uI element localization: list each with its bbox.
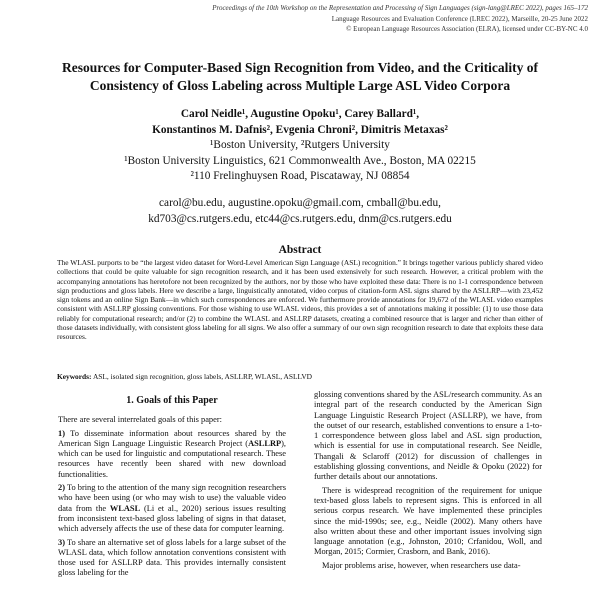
header-conference: Language Resources and Evaluation Conference (LREC 2022), Marseille, 20-25 June 2022 xyxy=(331,14,588,23)
abstract-text: The WLASL purports to be “the largest video dataset for Word-Level American Sign Language (ASL) recognition.” It brings together various publicly shared video collections that could be quite valuable for sign recognition research, and it has been used extensively for such research. However, a critical problem with the accompanying annotations has heretofore not been recognized by the authors, nor by those who have exploited these data: There is no 1-1 correspondence between sign productions and gloss labels. Here we describe a large, linguistically annotated, video corpus of citation-form ASL signs shared by the ASLLRP—with 23,452 sign tokens and an online Sign Bank—in which such correspondences are enforced. We furthermore provide annotations for 19,672 of the WLASL video examples consistent with ASLLRP glossing conventions. For those wishing to use WLASL videos, this provides a set of annotations making it possible: (1) to use those data reliably for computational research; and/or (2) to combine the WLASL and ASLLRP datasets, creating a combined resource that is larger and richer than either of those datasets individually, with consistent gloss labeling for all signs. We also offer a summary of our own sign recognition research to date that exploits these data resources. xyxy=(57,258,543,341)
page-header xyxy=(118,3,588,35)
goal-number-2: 2) xyxy=(58,483,65,493)
keywords-line xyxy=(57,372,543,381)
right-paragraph-3: Major problems arise, however, when researchers use data- xyxy=(322,560,521,570)
paper-title: Resources for Computer-Based Sign Recognition from Video, and the Criticality of Consistency of Gloss Labeling across Multiple Large ASL Video Corpora xyxy=(61,60,539,93)
keywords-text: ASL, isolated sign recognition, gloss labels, ASLLRP, WLASL, ASLLVD xyxy=(92,372,313,381)
goal-item-1: 1) To disseminate information about resources shared by the American Sign Language Linguistic Research Project (ASLLRP), which can be used for linguistic and computational research. These resources have recently been shared with new download functionalities. xyxy=(58,428,286,479)
goal-item-3: 3) To share an alternative set of gloss labels for a large subset of the WLASL data, which follow annotation conventions consistent with those used for ASLLRP data. This provides internally consistent gloss labeling for the xyxy=(58,537,286,578)
section-intro: There are several interrelated goals of this paper: xyxy=(58,415,222,425)
affiliation-line-2: ¹Boston University Linguistics, 621 Commonwealth Ave., Boston, MA 02215 xyxy=(124,154,476,167)
keywords-label: Keywords: xyxy=(57,372,92,381)
section-heading: 1. Goals of this Paper xyxy=(126,395,218,406)
goal-number-3: 3) xyxy=(58,537,65,547)
affiliation-line-3: ²110 Frelinghuysen Road, Piscataway, NJ 08854 xyxy=(190,170,410,182)
authors-line-2: Konstantinos M. Dafnis², Evgenia Chroni², Dimitris Metaxas² xyxy=(152,123,448,136)
abstract-heading: Abstract xyxy=(278,244,322,256)
header-proceedings: Proceedings of the 10th Workshop on the Representation and Processing of Sign Languages (sign-lang@LREC 2022), pages 165–172 xyxy=(212,4,588,12)
right-paragraph-1: glossing conventions shared by the ASL/research community. As an integral part of the research conducted by the American Sign Language Linguistic Research Project (ASLLRP), we have, from the outset of our research, established conventions to ensure a 1-to-1 correspondence between gloss label and ASL sign production, which is essential for use in computational research. See Neidle, Thangali & Sclaroff (2012) for discussion of challenges in establishing glossing conventions, and Neidle & Opoku (2022) for further details about our annotations. xyxy=(314,390,542,482)
right-paragraph-2: There is widespread recognition of the requirement for unique text-based gloss labels to represent signs. This is enforced in all serious corpus research. We have implemented these principles since the mid-1990s; see, e.g., Neidle (2002). Many others have also written about these and other important issues involving sign language annotation (e.g., Johnston, 2010; Crfanidou, Woll, and Morgan, 2015; Cormier, Crasborn, and Bank, 2016). xyxy=(314,485,542,557)
affiliation-line-1: ¹Boston University, ²Rutgers University xyxy=(210,139,390,151)
author-block xyxy=(20,107,580,185)
goal-number-1: 1) xyxy=(58,428,65,438)
header-license: © European Language Resources Association (ELRA), licensed under CC-BY-NC 4.0 xyxy=(346,25,588,33)
left-column xyxy=(58,390,286,582)
email-block xyxy=(20,196,580,227)
emails-line-1: carol@bu.edu, augustine.opoku@gmail.com, cmball@bu.edu, xyxy=(159,197,441,209)
authors-line-1: Carol Neidle¹, Augustine Opoku¹, Carey Ballard¹, xyxy=(180,108,420,120)
right-column xyxy=(314,390,542,574)
goal-item-2: 2) To bring to the attention of the many sign recognition researchers who have been using (or who may wish to use) the valuable video data from the WLASL (Li et al., 2020) serious issues resulting from inconsistent text-based gloss labeling of signs in that dataset, which adversely affects the use of these data for computer learning. xyxy=(58,483,286,534)
emails-line-2: kd703@cs.rutgers.edu, etc44@cs.rutgers.edu, dnm@cs.rutgers.edu xyxy=(148,212,452,225)
